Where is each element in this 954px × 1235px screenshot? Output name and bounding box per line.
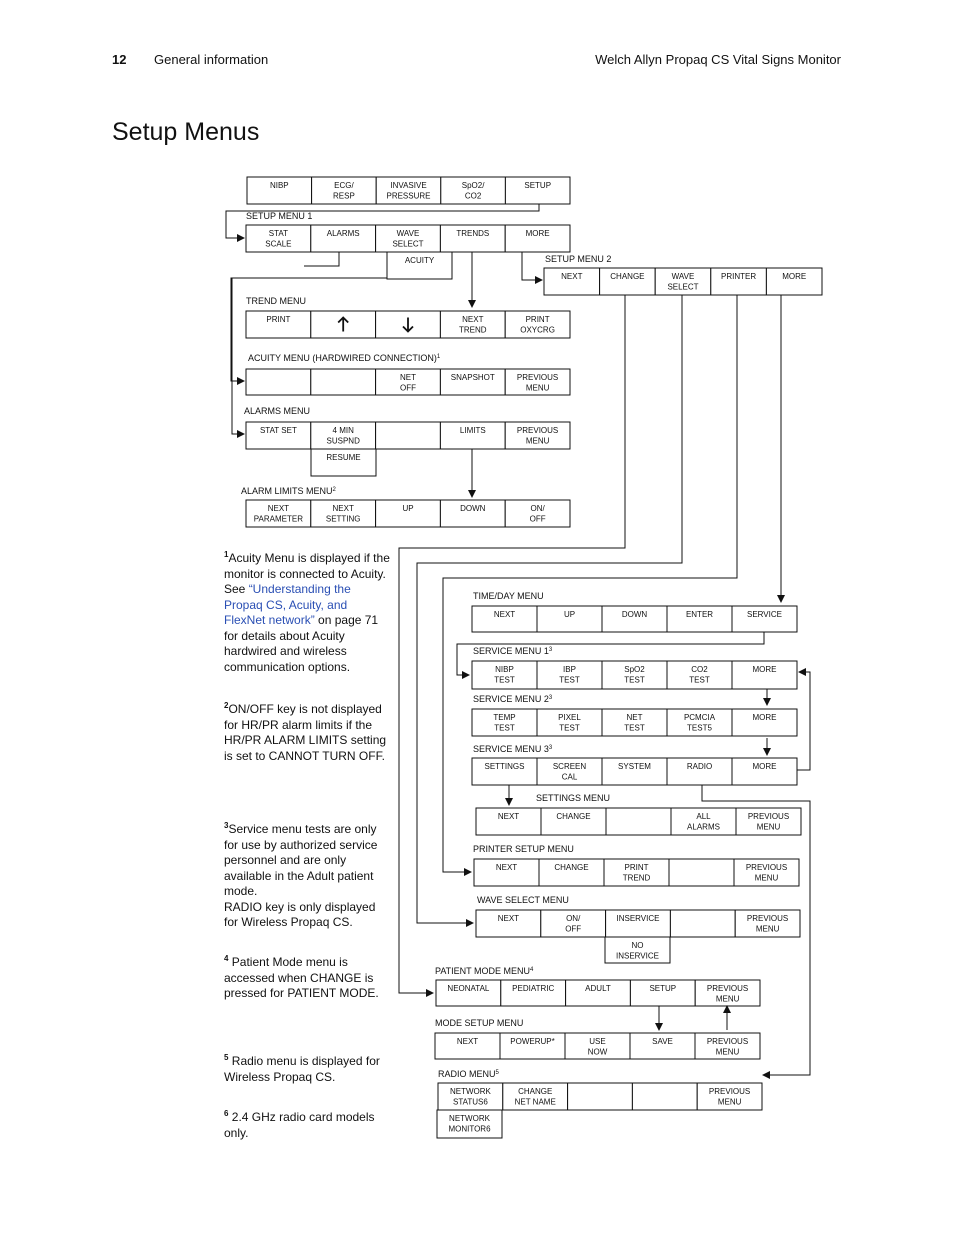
page-number: 12 [112,52,127,67]
softkey-label: PIXEL TEST [558,713,581,733]
footnote-2 [224,698,390,764]
softkey-label: LIMITS [459,426,486,435]
softkey-next[interactable] [472,606,537,632]
softkey-more[interactable] [505,225,570,252]
menu-setup2 [544,254,822,295]
softkey-on-off[interactable] [505,500,570,527]
menu-trend [246,296,570,338]
softkey-down[interactable] [602,606,667,632]
softkey-label: POWERUP* [510,1037,555,1046]
softkey-print-trend[interactable] [604,859,669,886]
softkey-label: PRINT OXYCRG [520,315,555,335]
section-name: General information [154,52,269,67]
menu-label-trend: TREND MENU [246,296,306,306]
menu-label-settings: SETTINGS MENU [536,793,611,803]
softkey-snapshot[interactable] [440,369,505,395]
softkey-alarms[interactable] [311,225,376,252]
menu-label-service1: SERVICE MENU $1^3$ [473,646,553,656]
softkey-label: PREVIOUS MENU [516,426,559,446]
softkey-label: INVASIVE PRESSURE [386,181,431,201]
softkey-co2-test[interactable] [667,661,732,689]
softkey-label: PRINT [266,315,291,324]
softkey-change[interactable] [541,808,606,835]
softkey-label: ON/ OFF [529,504,546,524]
softkey-previous-menu[interactable] [736,808,801,835]
softkey-print[interactable] [246,311,311,338]
softkey-previous-menu[interactable] [505,369,570,395]
softkey-previous-menu[interactable] [734,859,799,886]
footnote-4-number: 4 [224,954,229,963]
softkey-adult[interactable] [566,980,631,1006]
menu-label-service3: SERVICE MENU $3^3$ [473,744,553,754]
footnote-4 [224,951,390,1002]
softkey-label: NET OFF [400,373,416,393]
softkey-label: UP [402,504,414,513]
menu-label-patient: PATIENT MODE MENU$^4$ [435,966,534,976]
footnote-5-number: 5 [224,1053,229,1062]
softkey-use-now[interactable] [565,1033,630,1059]
softkey-label: ACUITY [404,256,435,265]
softkey-ibp-test[interactable] [537,661,602,689]
softkey-label: NEXT SETTING [325,504,361,524]
softkey-label: PRINTER [721,272,757,281]
softkey-label: PREVIOUS MENU [516,373,559,393]
menu-alarms [244,406,570,449]
softkey-label: SpO2 TEST [624,665,645,685]
softkey-label: MORE [525,229,550,238]
softkey-blank[interactable] [669,859,734,886]
footnote-3 [224,818,390,931]
menu-setup1 [246,211,570,252]
softkey-label: SETTINGS [484,762,525,771]
softkey-up-arrow[interactable] [311,311,376,338]
softkey-label: NEXT [497,812,520,821]
softkey-blank[interactable] [606,808,671,835]
softkey-label: PREVIOUS MENU [747,812,790,832]
softkey-blank[interactable] [670,910,735,937]
softkey-label: MORE [752,762,777,771]
softkey-temp-test[interactable] [472,709,537,736]
softkey-next-trend[interactable] [440,311,505,338]
menu-label-alarms: ALARMS MENU [244,406,311,416]
softkey-label: PREVIOUS MENU [706,984,749,1004]
menu-label-alarm-limits: ALARM LIMITS MENU$^2$ [241,486,336,496]
softkey-label: CHANGE [610,272,645,281]
footnote-4-text: Patient Mode menu is accessed when CHANGE is pressed for PATIENT MODE. [224,955,379,1000]
softkey-label: STAT SCALE [265,229,292,249]
softkey-network-monitor6[interactable] [437,1110,502,1138]
softkey-label: PRINT TREND [622,863,651,883]
menu-printer [473,844,799,886]
softkey-stat-set[interactable] [246,422,311,449]
footnote-3-text: Service menu tests are only for use by authorized service personnel and are only available in the Adult patient mode. [224,822,378,898]
softkey-label: PREVIOUS MENU [706,1037,749,1057]
softkey-4-min-suspnd[interactable] [311,422,376,449]
footnote-6 [224,1106,390,1141]
softkey-all-alarms[interactable] [671,808,736,835]
softkey-label: SpO2/ CO2 [461,181,485,201]
footnote-1-text-end: on page 71 for details about Acuity hardwired and wireless communication options. [224,613,379,674]
softkey-label: ECG/ RESP [333,181,355,201]
softkey-label: CHANGE [554,863,589,872]
menu-label-printer: PRINTER SETUP MENU [473,844,574,854]
softkey-previous-menu[interactable] [505,422,570,449]
softkey-inservice[interactable] [606,910,671,937]
softkey-down-arrow[interactable] [376,311,441,338]
softkey-label: ALARMS [326,229,360,238]
softkey-spo2-test[interactable] [602,661,667,689]
menu-modesetup [435,1018,760,1059]
menu-settings [476,793,801,835]
softkey-next[interactable] [476,910,541,937]
connector-alarms-to-alarms-menu [304,252,339,266]
softkey-previous-menu[interactable] [695,1033,760,1059]
softkey-on-off[interactable] [541,910,606,937]
softkey-next[interactable] [474,859,539,886]
softkey-label: SAVE [652,1037,673,1046]
softkey-resume[interactable] [311,449,376,476]
softkey-change[interactable] [600,268,656,295]
softkey-blank[interactable] [311,369,376,395]
softkey-label: ADULT [585,984,611,993]
softkey-pcmcia-test5[interactable] [667,709,732,736]
softkey-label: SETUP [524,181,552,190]
softkey-next[interactable] [544,268,600,295]
footnote-2-number: 2 [224,701,229,710]
softkey-printer[interactable] [711,268,767,295]
menu-label-setup1: SETUP MENU 1 [246,211,313,221]
footnote-5-text: Radio menu is displayed for Wireless Propaq CS. [224,1054,380,1084]
softkey-nibp-test[interactable] [472,661,537,689]
softkey-net-test[interactable] [602,709,667,736]
softkey-setup[interactable] [630,980,695,1006]
softkey-system[interactable] [602,758,667,785]
softkey-nibp[interactable] [247,177,312,204]
softkey-label: SNAPSHOT [450,373,495,382]
softkey-label: PCMCIA TEST5 [683,713,716,733]
menu-netmonitor [437,1110,502,1138]
softkey-blank[interactable] [246,369,311,395]
softkey-network-status6[interactable] [438,1083,503,1110]
softkey-label: MORE [752,713,777,722]
menu-acuity [246,353,570,395]
softkey-more[interactable] [732,661,797,689]
menu-acuity-key [387,252,452,279]
softkey-pediatric[interactable] [501,980,566,1006]
softkey-previous-menu[interactable] [695,980,760,1006]
softkey-label: RESUME [326,453,361,462]
softkey-label: NIBP TEST [494,665,515,685]
softkey-save[interactable] [630,1033,695,1059]
softkey-previous-menu[interactable] [735,910,800,937]
softkey-enter[interactable] [667,606,732,632]
menu-radio [438,1069,762,1110]
softkey-next-parameter[interactable] [246,500,311,527]
softkey-blank[interactable] [376,422,441,449]
softkey-stat-scale[interactable] [246,225,311,252]
softkey-label: DOWN [460,504,486,513]
softkey-label: PEDIATRIC [512,984,555,993]
menu-label-timeday: TIME/DAY MENU [473,591,544,601]
menu-label-modesetup: MODE SETUP MENU [435,1018,524,1028]
softkey-label: CHANGE [556,812,591,821]
softkey-wave-select[interactable] [655,268,711,295]
connector-to-alarms-menu [232,278,244,434]
document-title: Welch Allyn Propaq CS Vital Signs Monitor [595,52,841,67]
menu-resume [311,449,376,476]
softkey-label: CHANGE NET NAME [514,1087,556,1107]
softkey-label: USE NOW [587,1037,608,1057]
menu-timeday [472,591,797,632]
softkey-label: TRENDS [456,229,490,238]
softkey-label: NEXT [495,863,518,872]
softkey-label: STAT SET [259,426,297,435]
menu-service1 [472,646,797,689]
acuity-network-link[interactable]: “Understanding the Propaq CS, Acuity, and FlexNet network” [224,582,351,627]
menu-label-service2: SERVICE MENU $2^3$ [473,694,553,704]
softkey-label: PREVIOUS MENU [746,914,789,934]
footnote-2-text: ON/OFF key is not displayed for HR/PR alarm limits if the HR/PR ALARM LIMITS setting is set to CANNOT TURN OFF. [224,702,387,763]
softkey-label: NO INSERVICE [616,941,659,961]
softkey-label: SCREEN CAL [552,762,587,782]
menu-label-radio: RADIO MENU$^5$ [438,1069,499,1079]
softkey-down[interactable] [440,500,505,527]
softkey-label: NEXT TREND [459,315,487,335]
menu-service2 [472,694,797,736]
softkey-label: SETUP [649,984,677,993]
menu-label-waveselect: WAVE SELECT MENU [477,895,569,905]
softkey-label: NEXT [561,272,583,281]
softkey-label: ENTER [685,610,714,619]
menu-label-setup2: SETUP MENU 2 [545,254,612,264]
softkey-label: ALL ALARMS [687,812,720,832]
softkey-more[interactable] [732,709,797,736]
menu-patient [435,966,760,1006]
softkey-previous-menu[interactable] [697,1083,762,1110]
softkey-label: IBP TEST [559,665,580,685]
softkey-label: INSERVICE [616,914,660,923]
softkey-up[interactable] [537,606,602,632]
footnote-1-number: 1 [224,550,229,559]
page-title: Setup Menus [112,118,260,146]
softkey-label: NET TEST [624,713,645,733]
softkey-blank[interactable] [632,1083,697,1110]
footnote-6-number: 6 [224,1109,229,1118]
footnote-6-text: 2.4 GHz radio card models only. [224,1110,375,1140]
softkey-pixel-test[interactable] [537,709,602,736]
softkey-label: SERVICE [747,610,782,619]
softkey-next[interactable] [435,1033,500,1059]
softkey-label: NEONATAL [447,984,490,993]
softkey-invasive-pressure[interactable] [376,177,441,204]
softkey-label: PREVIOUS MENU [708,1087,751,1107]
softkey-change-net-name[interactable] [503,1083,568,1110]
connector-service3-more-loop [797,672,810,770]
softkey-change[interactable] [539,859,604,886]
softkey-label: SYSTEM [618,762,651,771]
softkey-up[interactable] [376,500,441,527]
softkey-label: NETWORK STATUS6 [449,1087,491,1107]
softkey-label: 4 MIN SUSPND [326,426,360,446]
softkey-next-setting[interactable] [311,500,376,527]
softkey-label: WAVE SELECT [392,229,424,249]
softkey-powerup[interactable] [500,1033,565,1059]
softkey-service[interactable] [732,606,797,632]
menu-main [247,177,570,204]
softkey-radio[interactable] [667,758,732,785]
footnote-5 [224,1050,390,1085]
softkey-no-inservice[interactable] [605,937,670,963]
softkey-label: RADIO [686,762,713,771]
softkey-label: UP [563,610,576,619]
softkey-screen-cal[interactable] [537,758,602,785]
softkey-label: CO2 TEST [689,665,710,685]
softkey-spo2-co2[interactable] [441,177,506,204]
softkey-label: NIBP [269,181,289,190]
connector-more-to-setup2 [522,252,542,280]
menu-alarm-limits [241,486,570,527]
footnote-1 [224,547,390,675]
softkey-label: MORE [782,272,807,281]
footnote-3-number: 3 [224,821,229,830]
softkey-more[interactable] [732,758,797,785]
softkey-label: NEXT [456,1037,479,1046]
softkey-label: DOWN [621,610,648,619]
softkey-label: PREVIOUS MENU [745,863,788,883]
softkey-more[interactable] [766,268,822,295]
softkey-wave-select[interactable] [376,225,441,252]
menu-noinservice [605,937,670,963]
softkey-ecg-resp[interactable] [312,177,377,204]
softkey-next[interactable] [476,808,541,835]
footnote-3-radio-text: RADIO key is only displayed for Wireless Propaq CS. [224,899,376,929]
menu-label-acuity: ACUITY MENU (HARDWIRED CONNECTION)$^1$ [248,353,441,363]
softkey-trends[interactable] [440,225,505,252]
softkey-print-oxycrg[interactable] [505,311,570,338]
softkey-label: NEXT PARAMETER [253,504,304,524]
softkey-acuity[interactable] [387,252,452,279]
softkey-label: MORE [752,665,777,674]
softkey-label: WAVE SELECT [667,272,699,292]
softkey-label: NEXT [493,610,516,619]
softkey-settings[interactable] [472,758,537,785]
softkey-neonatal[interactable] [436,980,501,1006]
softkey-net-off[interactable] [376,369,441,395]
softkey-label: ON/ OFF [565,914,582,934]
softkey-label: TEMP TEST [493,713,516,733]
footnote-1-text: Acuity Menu is displayed if the monitor is connected to Acuity. See [224,551,390,596]
menu-service3 [472,744,797,785]
softkey-label: NEXT [497,914,520,923]
softkey-label: NETWORK MONITOR6 [448,1114,491,1134]
softkey-setup[interactable] [505,177,570,204]
softkey-blank[interactable] [568,1083,633,1110]
menu-waveselect [476,895,800,937]
softkey-limits[interactable] [440,422,505,449]
